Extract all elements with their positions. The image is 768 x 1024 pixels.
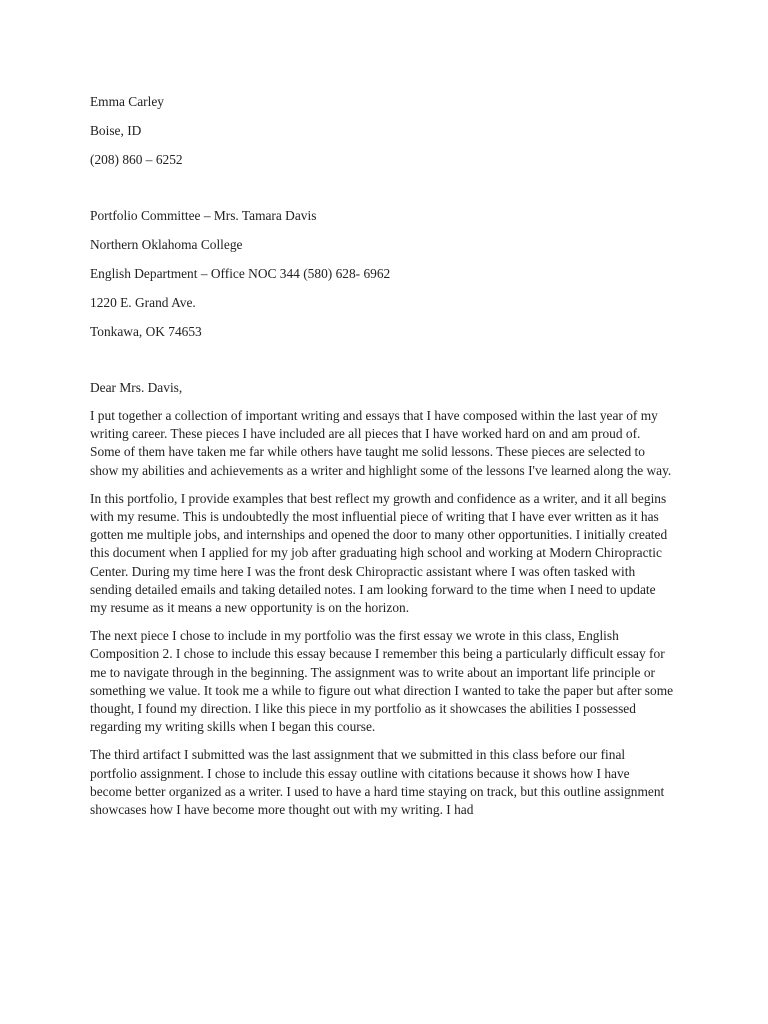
body-paragraph-1: I put together a collection of important writing and essays that I have composed within the last year of my writing career. These pieces I have included are all pieces that I have worked hard on and am proud of. Some of them have taken me far while others have taught me solid lessons. These pieces are selected to show my abilities and achievements as a writer and highlight some of the lessons I've learned along the way. <box>90 408 672 478</box>
recipient-department: English Department – Office NOC 344 (580) 628- 6962 <box>90 266 391 281</box>
recipient-college: Northern Oklahoma College <box>90 237 243 252</box>
sender-phone: (208) 860 – 6252 <box>90 152 183 167</box>
sender-address-block <box>90 93 674 169</box>
salutation: Dear Mrs. Davis, <box>90 380 183 395</box>
body-paragraph-2: In this portfolio, I provide examples that best reflect my growth and confidence as a writer, and it all begins with my resume. This is undoubtedly the most influential piece of writing that I have ever written as it has gotten me multiple jobs, and internships and opened the door to many other opportunities. I initially created this document when I applied for my job after graduating high school and working at Modern Chiropractic Center. During my time here I was the front desk Chiropractic assistant where I was often tasked with sending detailed emails and taking detailed notes. I am looking forward to the time when I need to update my resume as it means a new opportunity is on the horizon. <box>90 490 668 616</box>
recipient-city: Tonkawa, OK 74653 <box>90 324 202 339</box>
sender-name: Emma Carley <box>90 94 164 109</box>
body-paragraph-4: The third artifact I submitted was the last assignment that we submitted in this class before our final portfolio assignment. I chose to include this essay outline with citations because it shows how I have become better organized as a writer. I used to have a hard time staying on track, but this outline assignment showcases how I have become more thought out with my writing. I had <box>90 747 665 818</box>
letter-body <box>90 407 674 819</box>
recipient-address-block <box>90 207 674 341</box>
recipient-committee: Portfolio Committee – Mrs. Tamara Davis <box>90 208 317 223</box>
body-paragraph-3: The next piece I chose to include in my portfolio was the first essay we wrote in this class, English Composition 2. I chose to include this essay because I remember this being a particularly difficult essay for me to navigate through in the beginning. The assignment was to write about an important life principle or something we value. It took me a while to figure out what direction I wanted to take the paper but after some thought, I found my direction. I like this piece in my portfolio as it showcases the abilities I possessed regarding my writing skills when I began this course. <box>90 628 674 735</box>
cover-letter <box>90 93 674 819</box>
recipient-street: 1220 E. Grand Ave. <box>90 295 196 310</box>
sender-location: Boise, ID <box>90 123 142 138</box>
